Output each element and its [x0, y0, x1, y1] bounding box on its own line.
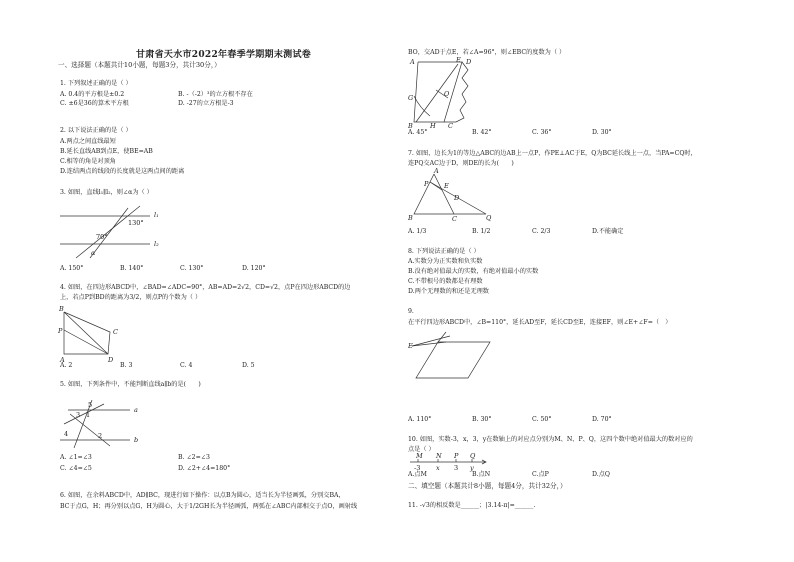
- q3-figure: [58, 204, 178, 260]
- section-fill-heading: 二、填空题（本题共计8小题，每题4分，共计32分，）: [408, 482, 567, 490]
- q3-option-d: D. 120°: [242, 265, 266, 272]
- q4-stem-line1: 4. 如图，在四边形ABCD中，∠BAD=∠ADC=90°，AB=AD=2√2，CD=√2，点P在四边形ABCD的边: [60, 284, 351, 291]
- q10-label-P: P: [454, 452, 459, 460]
- q7-label-B: B: [408, 214, 413, 222]
- q4-stem-line2: 上，若点P到BD的距离为3/2，则点P的个数为（ ）: [60, 294, 202, 301]
- q6-label-G: G: [408, 94, 414, 102]
- q3-label-alpha: α: [91, 249, 96, 257]
- q7-stem-line2: 连PQ交AC边于D，则DE的长为( ): [408, 160, 514, 167]
- q9-number: 9.: [408, 308, 414, 315]
- q6-label-C: C: [448, 122, 453, 130]
- q3-option-a: A. 150°: [60, 265, 84, 272]
- q8-option-b: B.没有绝对值最大的实数，有绝对值最小的实数: [408, 268, 539, 275]
- q7-label-C: C: [452, 215, 457, 223]
- q7-label-Q: Q: [486, 214, 492, 222]
- q10-label-N: N: [436, 452, 442, 460]
- q7-label-P: P: [424, 180, 429, 188]
- q3-option-b: B. 140°: [120, 265, 144, 272]
- q3-stem: 3. 如图，直线l₁∥l₂，则∠α为（ ）: [60, 189, 153, 196]
- q7-label-D: D: [454, 194, 460, 202]
- q5-label-1: 1: [86, 411, 91, 419]
- q5-figure: [58, 396, 154, 450]
- q7-option-d: D.不能确定: [592, 228, 624, 235]
- q1-option-c: C. ±6是36的算术平方根: [60, 100, 129, 107]
- q2-option-a: A.两点之间直线最短: [60, 138, 116, 145]
- q9-option-b: B. 30°: [472, 416, 492, 423]
- q4-label-C: C: [113, 328, 118, 336]
- q5-label-a: a: [134, 406, 138, 414]
- q6-figure: [408, 56, 478, 128]
- q8-stem: 8. 下列说法正确的是（ ）: [408, 248, 480, 255]
- q6-label-B: B: [408, 122, 413, 130]
- q2-option-b: B.延长直线AB到点E，使BE=AB: [60, 148, 153, 155]
- q7-option-a: A. 1/3: [408, 228, 427, 235]
- q4-option-a: A. 2: [60, 362, 73, 369]
- q7-stem-line1: 7. 如图，边长为1的等边△ABC的边AB上一点P，作PE⊥AC于E，Q为BC延长线上一点，当PA=CQ时，: [408, 150, 697, 157]
- q2-option-c: C.相等的角是对顶角: [60, 158, 116, 165]
- q3-option-c: C. 130°: [180, 265, 204, 272]
- q7-figure: [408, 167, 508, 223]
- q6-label-A: A: [410, 58, 415, 66]
- q9-stem: 在平行四边形ABCD中，∠B=110°，延长AD至F，延长CD至E，连接EF，则∠E+∠F=（ ）: [408, 319, 672, 326]
- q10-value-p: 3: [454, 464, 459, 472]
- q7-option-c: C. 2/3: [532, 228, 551, 235]
- q5-option-a: A. ∠1=∠3: [60, 454, 92, 461]
- q6-stem-line1: 6. 如图，在余料ABCD中，AD∥BC，现进行如下操作：以点B为圆心，适当长为半径画弧，分别交BA，: [60, 492, 345, 499]
- q3-label-130: 130°: [128, 219, 144, 227]
- q8-option-a: A.实数分为正实数和负实数: [408, 258, 483, 265]
- q6-stem-line3: BO，交AD于点E，若∠A=96°，则∠EBC的度数为（ ）: [408, 49, 566, 56]
- q3-label-l2: l₂: [154, 240, 159, 248]
- q5-option-d: D. ∠2+∠4=180°: [178, 465, 231, 472]
- q5-option-c: C. ∠4=∠5: [60, 465, 92, 472]
- q3-label-l1: l₁: [154, 211, 159, 219]
- q6-option-a: A. 45°: [408, 129, 428, 136]
- exam-title: 甘肃省天水市2022年春季学期期末测试卷: [136, 50, 312, 60]
- q6-stem-line2: BC于点G，H；再分别以点G，H为圆心，大于1/2GH长为半径画弧，两弧在∠ABC内部相交于点O，画射线: [60, 503, 358, 510]
- q8-option-c: C.不带根号的数都是有理数: [408, 278, 483, 285]
- q6-label-D: D: [466, 58, 472, 66]
- q5-label-5: 5: [88, 401, 93, 409]
- q10-stem-line2: 点是（ ）: [408, 446, 435, 453]
- q2-option-d: D.连结两点的线段的长度就是这两点间的距离: [60, 168, 185, 175]
- q10-label-M: M: [416, 452, 423, 460]
- q9-option-a: A. 110°: [408, 416, 432, 423]
- q4-label-B: B: [59, 305, 64, 313]
- q5-stem: 5. 如图，下列条件中，不能判断直线a∥b的是( ): [60, 381, 201, 388]
- q5-label-3: 3: [76, 411, 81, 419]
- q4-label-D: D: [108, 356, 114, 364]
- q10-value-m: -3: [414, 464, 421, 472]
- q3-label-70: 70°: [96, 233, 108, 241]
- q10-option-a: A.点M: [408, 471, 427, 478]
- q4-figure: [58, 304, 138, 366]
- q10-option-c: C.点P: [532, 471, 549, 478]
- q10-label-Q: Q: [470, 452, 476, 460]
- q6-label-E: E: [456, 56, 461, 64]
- q7-option-b: B. 1/2: [472, 228, 491, 235]
- q10-value-n: x: [436, 464, 440, 472]
- q9-option-c: C. 50°: [532, 416, 552, 423]
- q6-option-c: C. 36°: [532, 129, 552, 136]
- q6-label-H: H: [430, 122, 436, 130]
- q7-label-A: A: [434, 167, 439, 175]
- q10-option-d: D.点Q: [592, 471, 610, 478]
- q6-label-O: O: [444, 90, 450, 98]
- q6-option-b: B. 42°: [472, 129, 492, 136]
- q1-stem: 1. 下列叙述正确的是（ ）: [60, 80, 132, 87]
- q7-label-E: E: [444, 182, 449, 190]
- q10-value-q: y: [470, 464, 474, 472]
- q10-option-b: B.点N: [472, 471, 491, 478]
- q5-label-2: 2: [98, 432, 103, 440]
- q1-option-a: A. 0.4的平方根是±0.2: [60, 91, 125, 98]
- q4-option-c: C. 4: [180, 362, 193, 369]
- q4-label-P: P: [58, 327, 63, 335]
- q5-option-b: B. ∠2=∠3: [178, 454, 210, 461]
- q1-option-b: B. -（-2）³的立方根不存在: [178, 91, 253, 98]
- q9-figure: [408, 330, 504, 386]
- q10-stem-line1: 10. 如图，实数-3，x，3，y在数轴上的对应点分别为M、N、P、Q，这四个数中绝对值最大的数对应的: [408, 436, 693, 443]
- q4-label-A: A: [60, 356, 65, 364]
- section-choice-heading: 一、选择题（本题共计10小题，每题3分，共计30分，）: [58, 61, 221, 69]
- q11-stem: 11. -√3的相反数是______；|3.14-π|=______.: [408, 502, 536, 509]
- q2-stem: 2. 以下说法正确的是（ ）: [60, 127, 132, 134]
- q4-option-d: D. 5: [242, 362, 255, 369]
- q1-option-d: D. -27的立方根是-3: [178, 100, 234, 107]
- q8-option-d: D.两个无理数的和还是无理数: [408, 288, 489, 295]
- q5-label-4: 4: [64, 430, 69, 438]
- q5-label-b: b: [134, 436, 139, 444]
- svg-text:E: E: [408, 342, 413, 350]
- q6-option-d: D. 30°: [592, 129, 612, 136]
- q9-option-d: D. 70°: [592, 416, 612, 423]
- q4-option-b: B. 3: [120, 362, 133, 369]
